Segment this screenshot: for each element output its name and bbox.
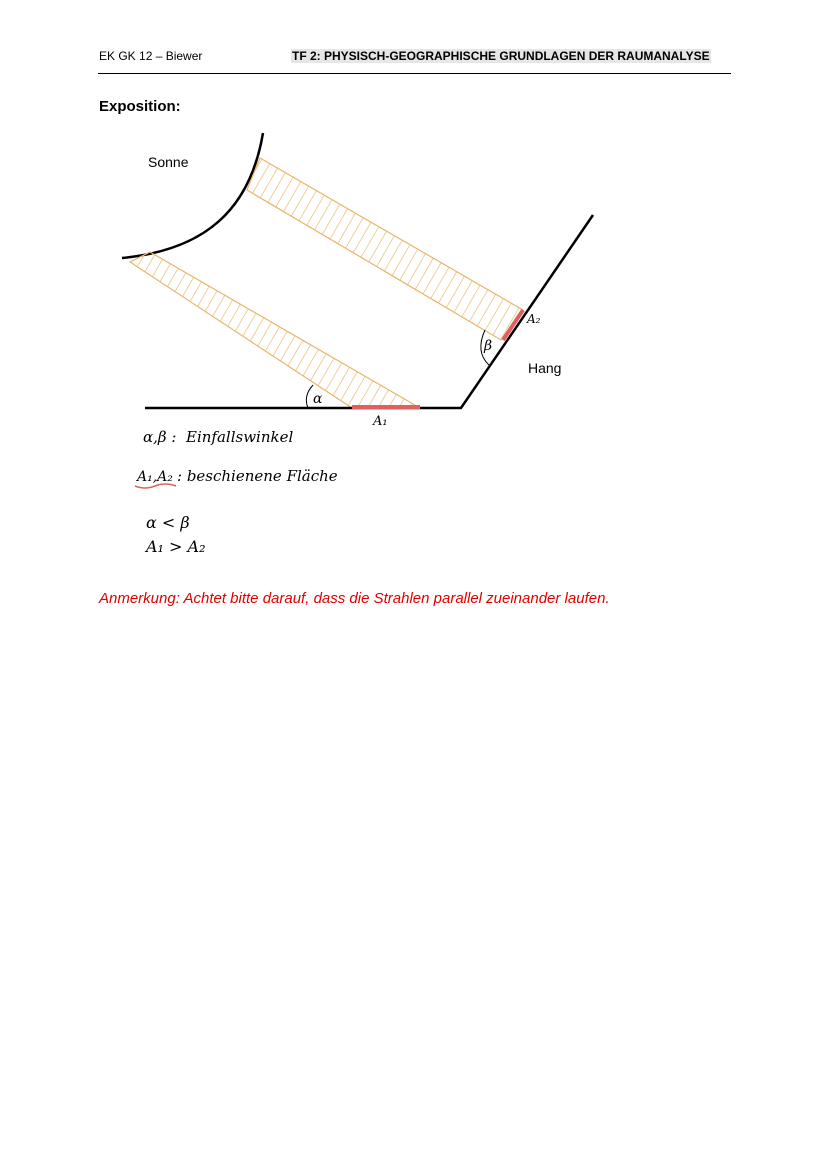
relation-areas: A₁ > A₂ xyxy=(146,537,206,556)
exposition-diagram xyxy=(0,120,828,570)
area-a2-label: A₂ xyxy=(527,312,541,326)
area-a1-label: A₁ xyxy=(373,414,388,429)
header-right: TF 2: PHYSISCH-GEOGRAPHISCHE GRUNDLAGEN DER RAUMANALYSE xyxy=(292,49,710,63)
relation-angles: α < β xyxy=(146,513,190,532)
angle-beta-label: β xyxy=(484,338,493,354)
legend-areas-key: A₁,A₂ xyxy=(137,469,173,485)
beam-upper xyxy=(247,158,523,340)
legend-areas-text: : beschienene Fläche xyxy=(177,467,338,485)
section-title: Exposition: xyxy=(99,98,181,115)
legend-angles-key: α,β : xyxy=(143,428,177,446)
legend-angles-text: Einfallswinkel xyxy=(186,428,294,446)
header-divider xyxy=(98,73,731,74)
beam-lower xyxy=(130,252,420,408)
remark-note: Anmerkung: Achtet bitte darauf, dass die Strahlen parallel zueinander laufen. xyxy=(99,590,610,607)
header-left: EK GK 12 – Biewer xyxy=(99,49,203,63)
angle-alpha-label: α xyxy=(313,391,323,407)
sun-arc xyxy=(122,133,263,258)
sun-label: Sonne xyxy=(148,154,189,170)
angle-alpha-arc xyxy=(306,385,313,408)
slope-label: Hang xyxy=(528,360,562,376)
